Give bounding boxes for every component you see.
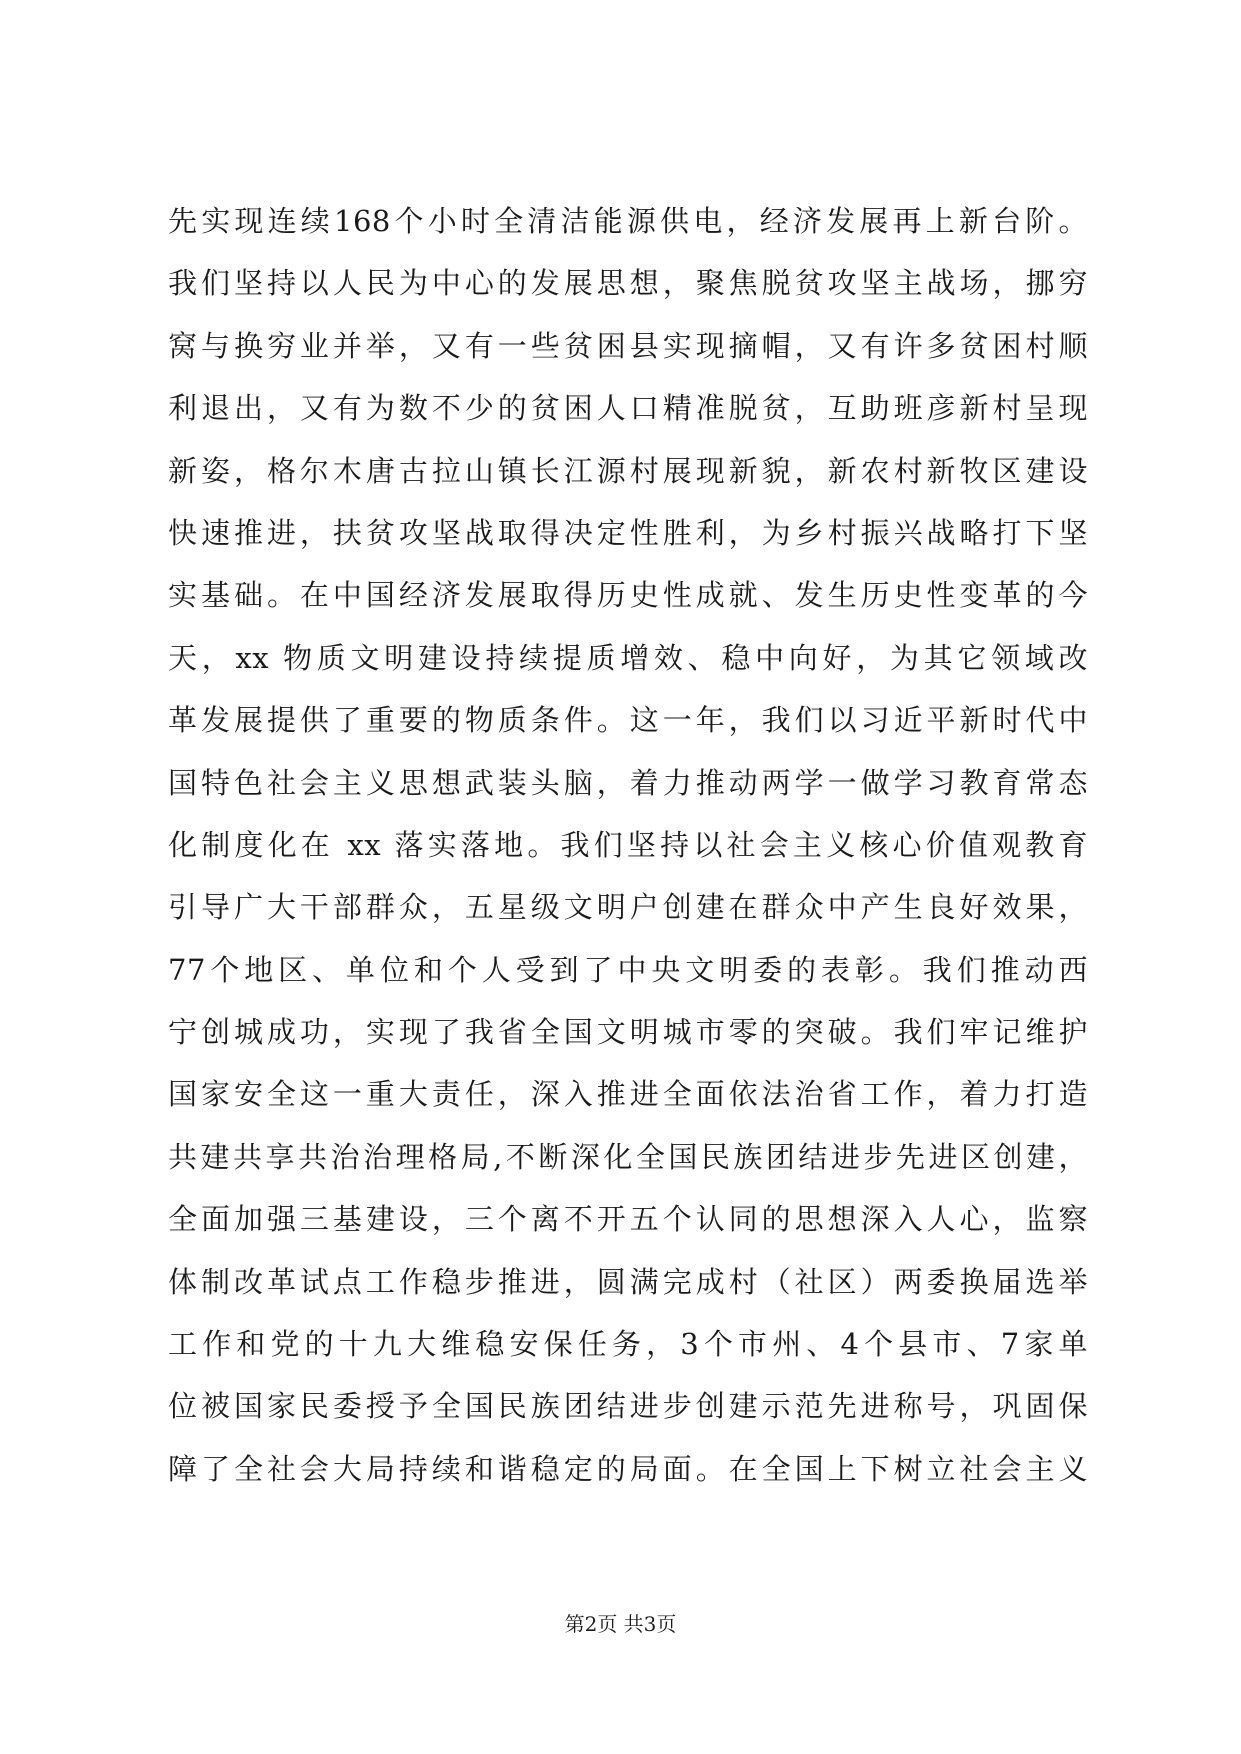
page-footer: 第2页 共3页 bbox=[564, 1612, 677, 1636]
text-line: 宁创城成功，实现了我省全国文明城市零的突破。我们牢记维护 bbox=[168, 1015, 1088, 1050]
text-line: 障了全社会大局持续和谐稳定的局面。在全国上下树立社会主义 bbox=[168, 1451, 1088, 1486]
text-line: 我们坚持以人民为中心的发展思想，聚焦脱贫攻坚主战场，挪穷 bbox=[168, 266, 1088, 301]
text-line: 国特色社会主义思想武装头脑，着力推动两学一做学习教育常态 bbox=[168, 765, 1088, 800]
text-line: 新姿，格尔木唐古拉山镇长江源村展现新貌，新农村新牧区建设 bbox=[168, 453, 1088, 488]
text-line: 先实现连续168个小时全清洁能源供电，经济发展再上新台阶。 bbox=[168, 204, 1088, 238]
text-line: 77个地区、单位和个人受到了中央文明委的表彰。我们推动西 bbox=[168, 952, 1088, 987]
body-text bbox=[168, 190, 1088, 1500]
text-line: 化制度化在 xx 落实落地。我们坚持以社会主义核心价值观教育 bbox=[168, 827, 1088, 862]
text-line: 体制改革试点工作稳步推进，圆满完成村（社区）两委换届选举 bbox=[168, 1264, 1088, 1299]
text-line: 共建共享共治治理格局,不断深化全国民族团结进步先进区创建， bbox=[168, 1139, 1088, 1174]
text-line: 天，xx 物质文明建设持续提质增效、稳中向好，为其它领域改 bbox=[168, 640, 1088, 675]
text-line: 利退出，又有为数不少的贫困人口精准脱贫，互助班彦新村呈现 bbox=[168, 391, 1088, 426]
text-line: 工作和党的十九大维稳安保任务，3个市州、4个县市、7家单 bbox=[168, 1327, 1088, 1362]
text-line: 国家安全这一重大责任，深入推进全面依法治省工作，着力打造 bbox=[168, 1077, 1088, 1112]
text-line: 快速推进，扶贫攻坚战取得决定性胜利，为乡村振兴战略打下坚 bbox=[168, 515, 1088, 550]
text-line: 窝与换穷业并举，又有一些贫困县实现摘帽，又有许多贫困村顺 bbox=[168, 328, 1088, 363]
text-line: 引导广大干部群众，五星级文明户创建在群众中产生良好效果， bbox=[168, 890, 1088, 925]
text-line: 全面加强三基建设，三个离不开五个认同的思想深入人心，监察 bbox=[168, 1202, 1088, 1237]
text-line: 革发展提供了重要的物质条件。这一年，我们以习近平新时代中 bbox=[168, 703, 1088, 738]
text-line: 实基础。在中国经济发展取得历史性成就、发生历史性变革的今 bbox=[168, 578, 1088, 613]
text-line: 位被国家民委授予全国民族团结进步创建示范先进称号，巩固保 bbox=[168, 1389, 1088, 1424]
